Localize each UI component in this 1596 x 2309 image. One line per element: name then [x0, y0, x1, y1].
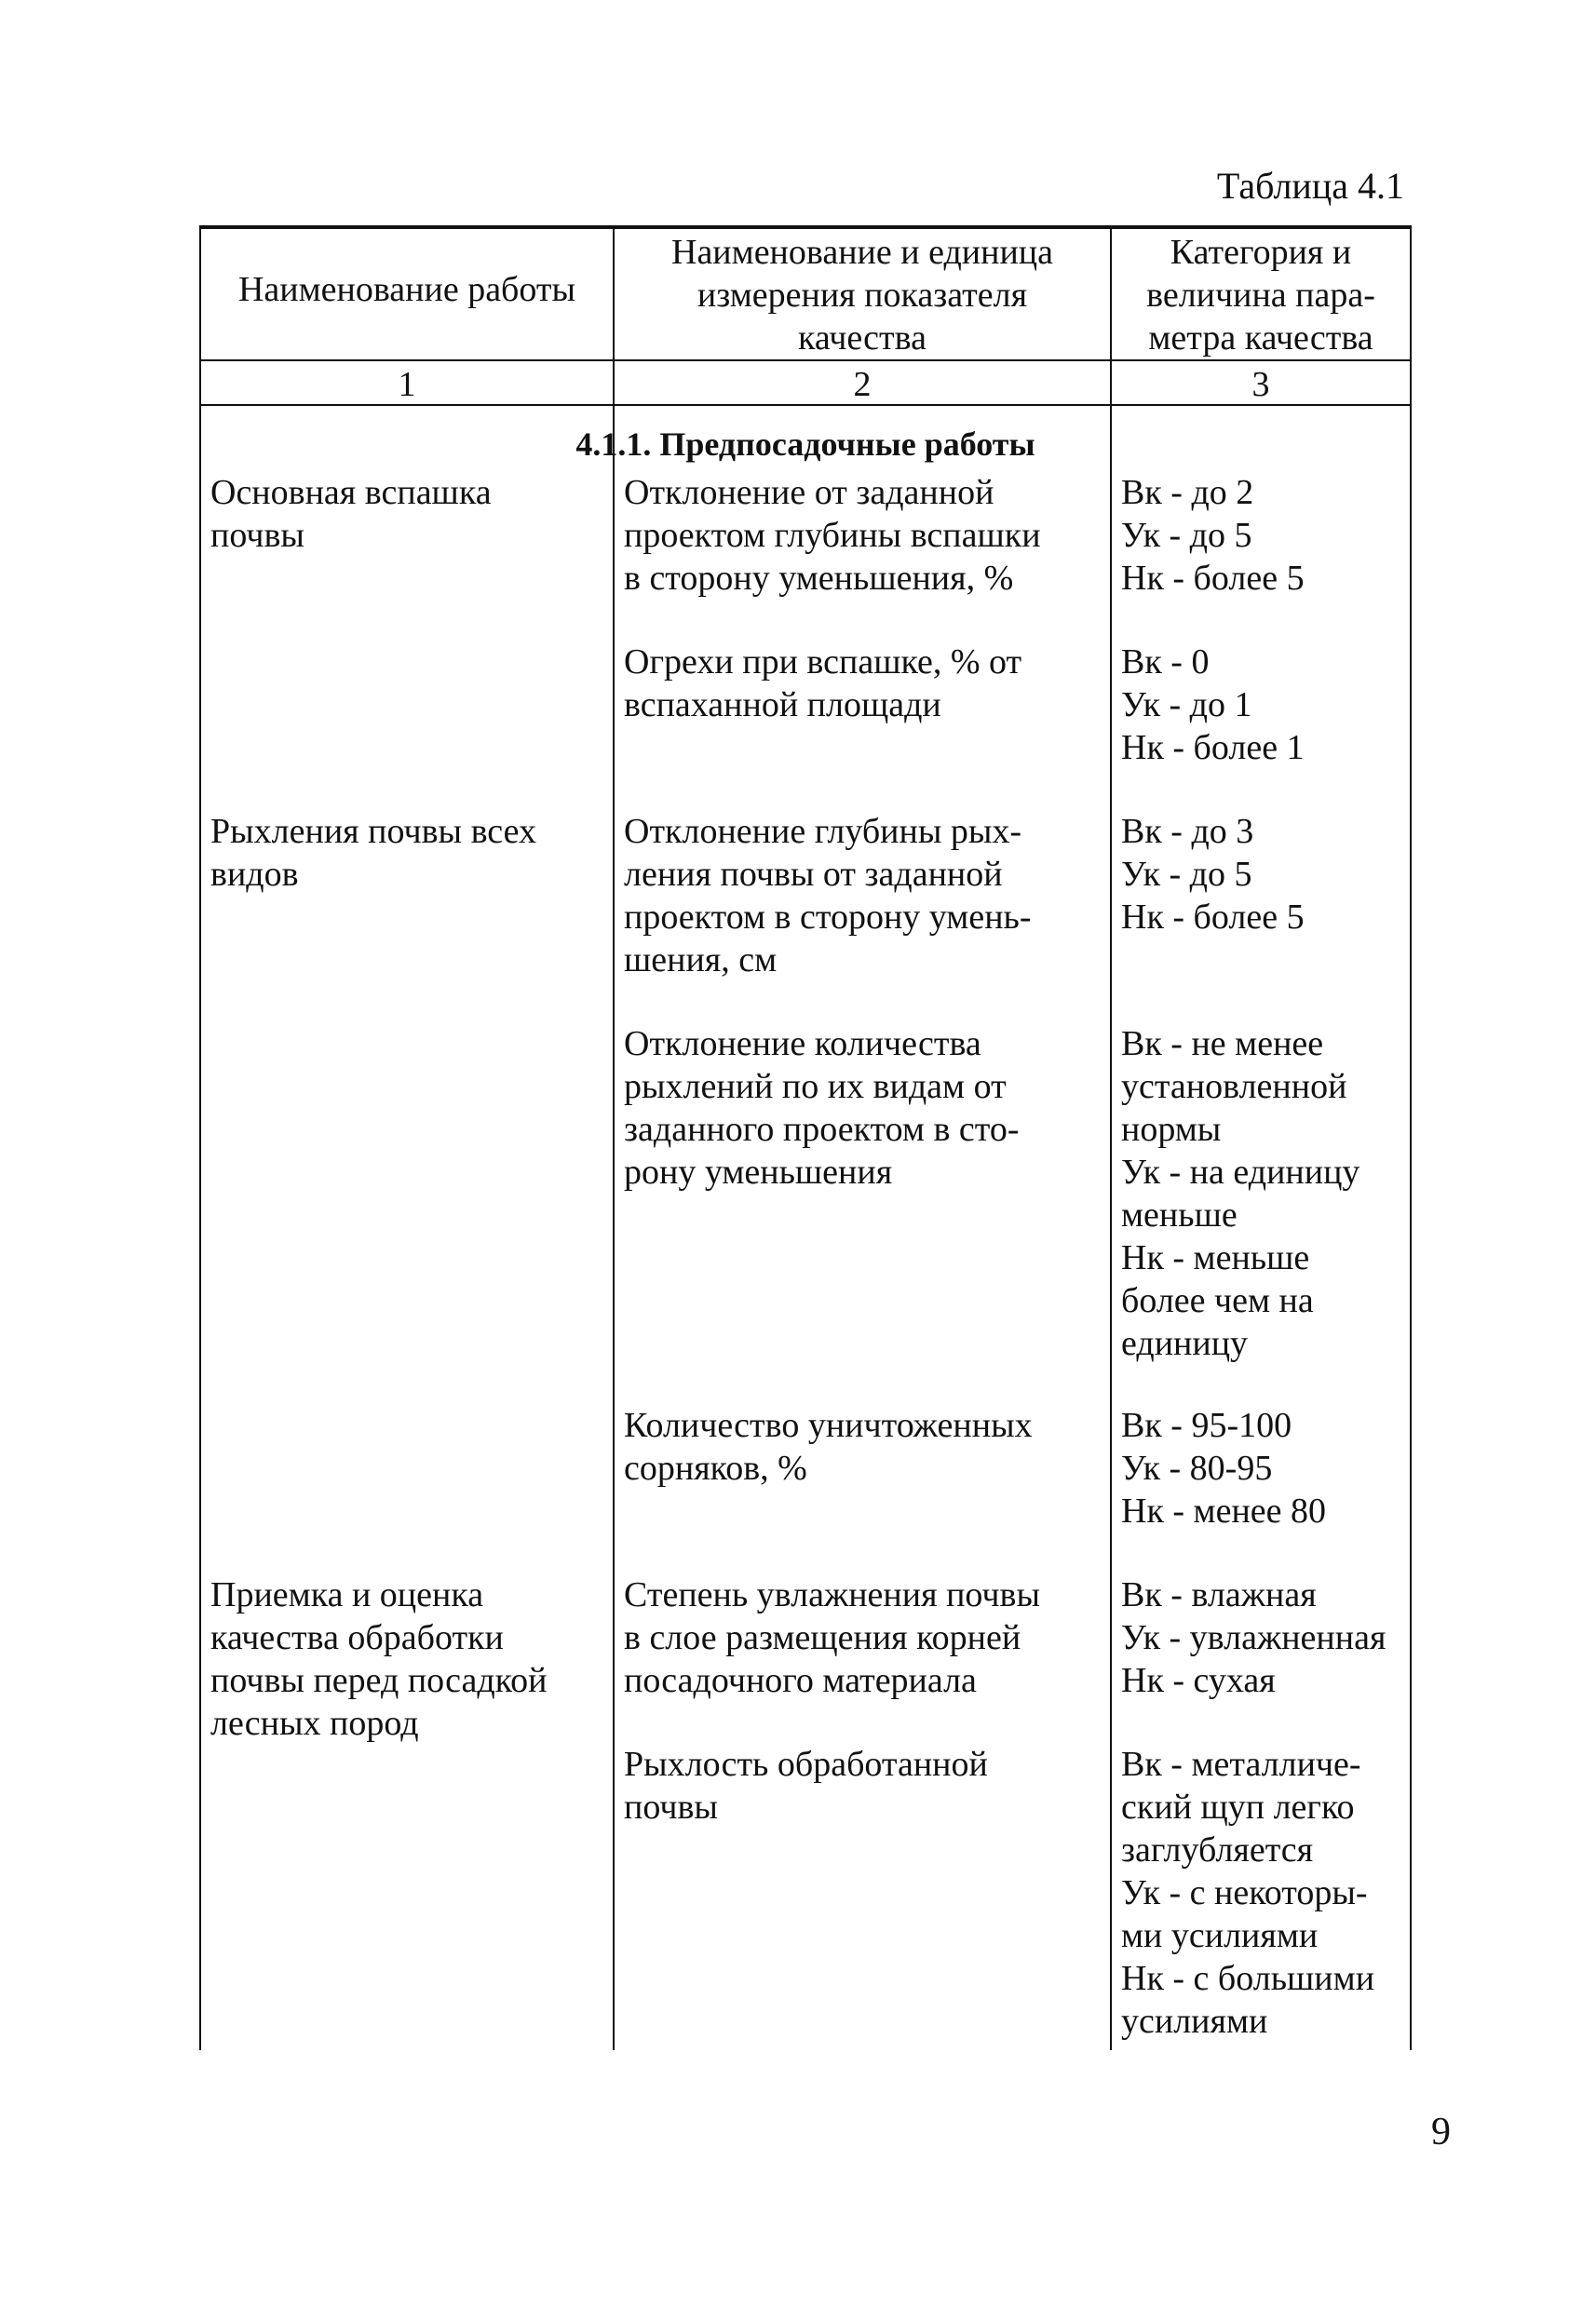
row-quality-value: Вк - 0 Ук - до 1 Нк - более 1 [1121, 642, 1305, 767]
page-number: 9 [1431, 2111, 1451, 2154]
row-indicator: Степень увлажнения почвы в слое размещения корней посадочного материала [624, 1575, 1041, 1700]
row-quality-value: Вк - до 3 Ук - до 5 Нк - более 5 [1121, 812, 1305, 937]
row-indicator: Отклонение от заданной проектом глубины вспашки в сторону уменьшения, % [624, 473, 1041, 598]
row-quality-value: Вк - до 2 Ук - до 5 Нк - более 5 [1121, 473, 1305, 598]
header-work-name: Наименование работы [237, 270, 576, 309]
row-indicator: Отклонение глубины рых- ления почвы от заданной проектом в сторону умень- шения, см [624, 812, 1032, 979]
row-work-name: Основная вспашка почвы [210, 473, 492, 555]
table-top-border [199, 225, 1412, 229]
row-work-name: Рыхления почвы всех видов [210, 812, 536, 894]
row-quality-value: Вк - не менее установленной нормы Ук - на единицу меньше Нк - меньше более чем на единицу [1121, 1024, 1360, 1363]
quality-table [199, 225, 1412, 2050]
section-title: 4.1.1. Предпосадочные работы [575, 425, 1035, 463]
col-border-1 [613, 225, 615, 2050]
header-divider [199, 359, 1412, 361]
row-indicator: Огрехи при вспашке, % от вспаханной площади [624, 642, 1022, 724]
row-quality-value: Вк - влажная Ук - увлажненная Нк - сухая [1121, 1575, 1386, 1700]
row-indicator: Рыхлость обработанной почвы [624, 1745, 988, 1827]
col-border-right [1410, 225, 1412, 2050]
row-work-name: Приемка и оценка качества обработки почвы перед посадкой лесных пород [210, 1575, 548, 1743]
col-border-left [199, 225, 201, 2050]
header-num-2: 2 [853, 365, 872, 404]
row-quality-value: Вк - металличе- ский щуп легко заглубляется Ук - с некоторы- ми усилиями Нк - с большими усилиями [1121, 1745, 1375, 2041]
col-border-2 [1110, 225, 1112, 2050]
row-quality-value: Вк - 95-100 Ук - 80-95 Нк - менее 80 [1121, 1406, 1327, 1531]
row-indicator: Отклонение количества рыхлений по их видам от заданного проектом в сто- рону уменьшения [624, 1024, 1020, 1192]
header-num-1: 1 [398, 365, 416, 404]
header-category: Категория и величина пара- метра качества [1146, 233, 1375, 358]
header-num-3: 3 [1251, 365, 1270, 404]
row-indicator: Количество уничтоженных сорняков, % [624, 1406, 1033, 1488]
header-indicator: Наименование и единица измерения показателя качества [671, 233, 1053, 358]
table-caption: Таблица 4.1 [1216, 165, 1404, 207]
